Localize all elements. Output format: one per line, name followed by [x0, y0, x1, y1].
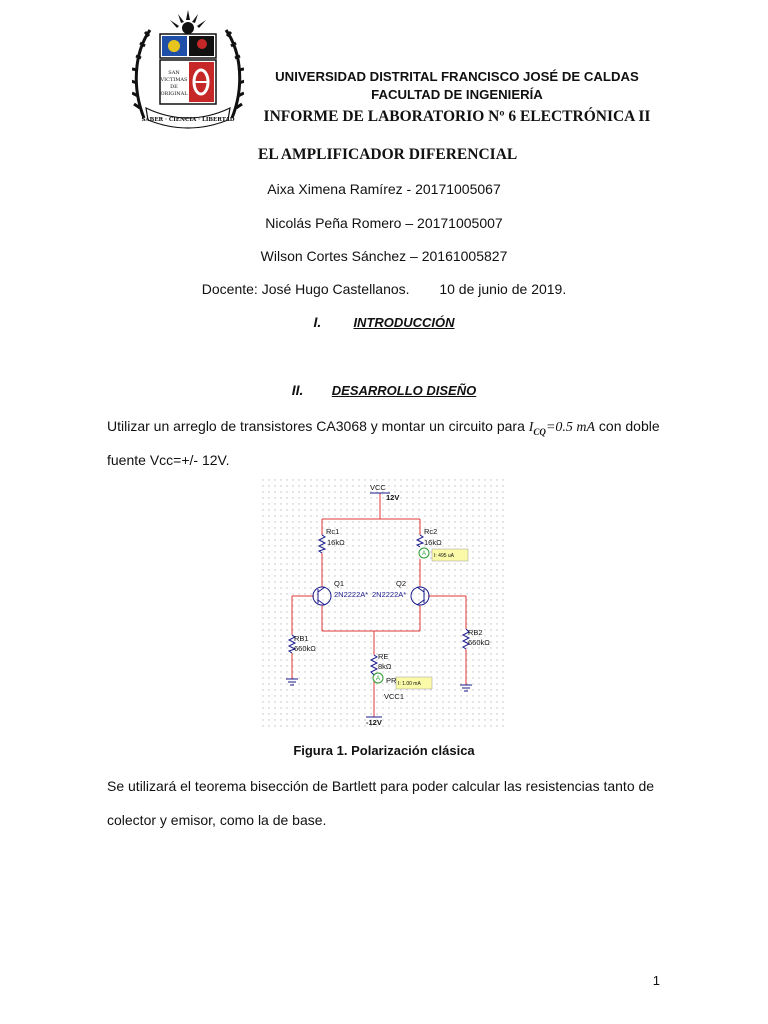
svg-text:DE: DE: [170, 84, 178, 90]
document-title: EL AMPLIFICADOR DIFERENCIAL: [258, 146, 518, 163]
re-name: RE: [378, 652, 389, 661]
university-name: UNIVERSIDAD DISTRITAL FRANCISCO JOSÉ DE CALDAS: [275, 69, 639, 84]
rb2-name: RB2: [468, 628, 483, 637]
icq-formula: $I_{CQ}=0.5$ mA: [528, 420, 596, 437]
svg-text:A: A: [375, 676, 381, 682]
section-number: II.: [291, 382, 304, 398]
svg-text:SABER · CIENCIA · LIBERTAD: SABER · CIENCIA · LIBERTAD: [141, 117, 235, 123]
vee-value: -12V: [366, 718, 382, 727]
svg-text:VICTIMAS: VICTIMAS: [160, 77, 188, 83]
university-crest-logo: [132, 8, 244, 130]
pr-label: PR: [386, 676, 397, 685]
docente: Docente: José Hugo Castellanos.: [201, 281, 410, 297]
vcc-label: VCC: [370, 483, 386, 492]
author-3: Wilson Cortes Sánchez – 20161005827: [260, 248, 508, 264]
paragraph-design: [107, 416, 663, 470]
svg-text:SAN: SAN: [168, 70, 180, 76]
svg-text:A: A: [421, 551, 427, 557]
svg-text:ORIGINAL: ORIGINAL: [160, 91, 188, 97]
section-label: DESARROLLO DISEÑO: [331, 383, 477, 398]
q2-part: 2N2222A*: [372, 590, 407, 599]
para2-line1: Se utilizará el teorema bisección de Bartlett para poder calcular las resistencias tanto de: [107, 778, 655, 794]
author-1: Aixa Ximena Ramírez - 20171005067: [267, 181, 501, 197]
page-number: 1: [652, 973, 660, 988]
rb1-name: RB1: [294, 634, 309, 643]
probe2-value: I: 1.00 mA: [398, 681, 421, 687]
section-label: INTRODUCCIÓN: [353, 315, 455, 330]
rc2-value: 16kΩ: [424, 538, 442, 547]
rb2-value: 660kΩ: [468, 638, 490, 647]
rc2-name: Rc2: [424, 527, 438, 536]
rc1-name: Rc1: [326, 527, 340, 536]
section-desarrollo: [0, 382, 768, 398]
rc1-value: 16kΩ: [327, 538, 345, 547]
vee-label: VCC1: [384, 692, 405, 701]
paragraph-bartlett: [107, 776, 663, 830]
crest-sun: [170, 10, 206, 34]
faculty-name: FACULTAD DE INGENIERÍA: [371, 87, 543, 102]
para2-line2: colector y emisor, como la de base.: [107, 812, 327, 828]
university-heading: [258, 68, 656, 104]
report-title: INFORME DE LABORATORIO Nº 6 ELECTRÓNICA II: [263, 108, 651, 125]
q1-part: 2N2222A*: [334, 590, 369, 599]
rb1-value: 660kΩ: [294, 644, 316, 653]
docente-line: [0, 281, 768, 297]
figure-caption: Figura 1. Polarización clásica: [293, 743, 475, 758]
para1-text-end: con doble: [595, 418, 660, 434]
section-introduccion: [0, 314, 768, 330]
para1-line2: fuente Vcc=+/- 12V.: [107, 452, 230, 468]
differential-amplifier-schematic: [262, 479, 504, 727]
section-number: I.: [313, 314, 322, 330]
para1-text: Utilizar un arreglo de transistores CA3068 y montar un circuito para: [107, 418, 529, 434]
date: 10 de junio de 2019.: [439, 281, 567, 297]
vcc-value: 12V: [386, 493, 400, 502]
q2-name: Q2: [396, 579, 407, 588]
re-value: 8kΩ: [378, 662, 392, 671]
probe1-value: I: 495 uA: [434, 553, 455, 559]
q1-name: Q1: [334, 579, 345, 588]
author-2: Nicolás Peña Romero – 20171005007: [265, 215, 503, 231]
